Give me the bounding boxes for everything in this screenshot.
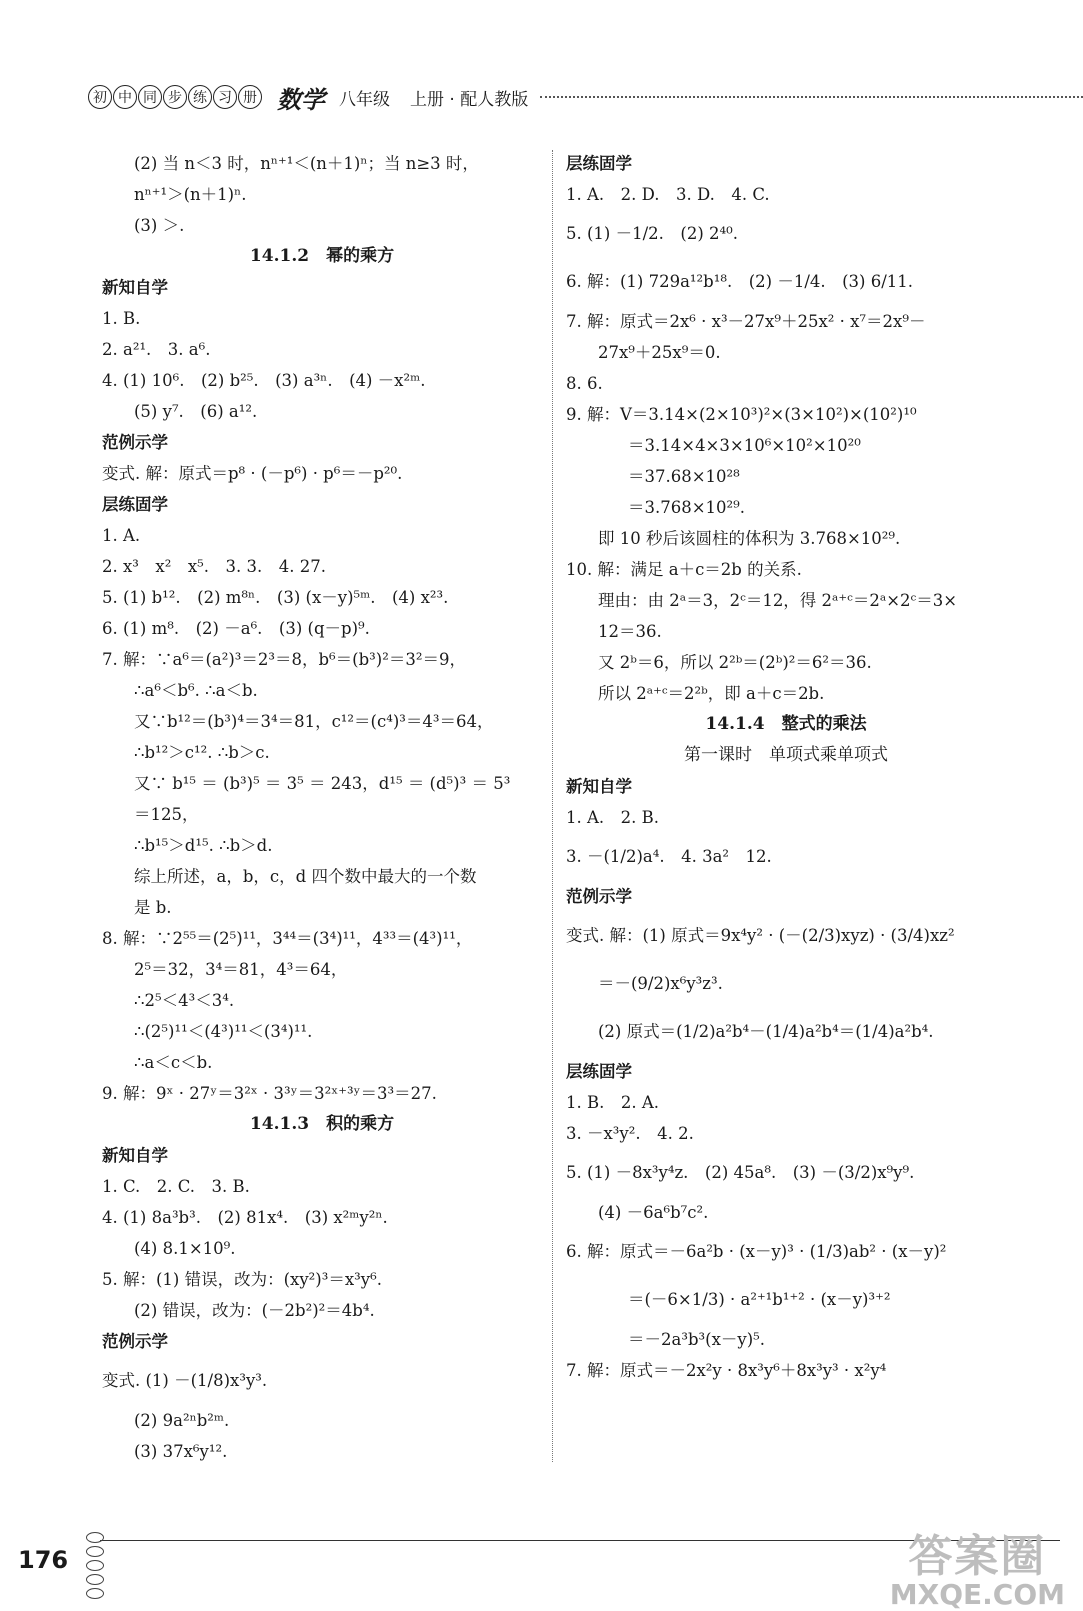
watermark-url: MXQE.COM — [889, 1578, 1065, 1611]
answer-line: 5. (1) －8x³y⁴z. (2) 45a⁸. (3) －(3/2)x⁹y⁹. — [566, 1163, 915, 1182]
page-header — [88, 82, 1083, 112]
section-title: 第一课时 单项式乘单项式 — [684, 745, 888, 765]
answer-line: ＝125， — [134, 805, 199, 824]
answer-line: 10. 解：满足 a＋c＝2b 的关系. — [566, 560, 802, 579]
answer-line: 1. B. — [102, 309, 141, 328]
answer-line: nⁿ⁺¹＞(n＋1)ⁿ. — [134, 185, 247, 204]
grade-label: 八年级 — [339, 89, 390, 110]
answer-line: 27x⁹＋25x⁹＝0. — [598, 343, 721, 362]
binding-coil-icon — [86, 1532, 106, 1594]
answer-line: 又∵b¹²＝(b³)⁴＝3⁴＝81，c¹²＝(c⁴)³＝4³＝64， — [134, 712, 494, 731]
section-title: 14.1.4 整式的乘法 — [705, 714, 867, 734]
answer-line: 范例示学 — [102, 433, 168, 452]
answer-line: 2. a²¹. 3. a⁶. — [102, 340, 211, 359]
answer-line: 5. (1) b¹². (2) m⁸ⁿ. (3) (x－y)⁵ᵐ. (4) x²³. — [102, 588, 449, 607]
answer-line: (2) 错误，改为：(－2b²)²＝4b⁴. — [134, 1301, 375, 1320]
answer-line: 1. A. — [102, 526, 141, 545]
left-column — [102, 148, 542, 1467]
series-title — [88, 85, 263, 109]
answer-line: 又∵ b¹⁵ ＝ (b³)⁵ ＝ 3⁵ ＝ 243，d¹⁵ ＝ (d⁵)³ ＝ 5³ — [134, 774, 511, 793]
answer-line: ＝37.68×10²⁸ — [628, 467, 740, 486]
series-char: 练 — [188, 85, 212, 109]
page-number: 176 — [18, 1546, 69, 1574]
answer-line: ∴(2⁵)¹¹＜(4³)¹¹＜(3⁴)¹¹. — [134, 1022, 313, 1041]
answer-line: 综上所述，a，b，c，d 四个数中最大的一个数 — [134, 867, 477, 886]
answer-line: 6. (1) m⁸. (2) －a⁶. (3) (q－p)⁹. — [102, 619, 370, 638]
answer-line: 变式. 解：(1) 原式＝9x⁴y² · (－(2/3)xyz) · (3/4)xz² — [566, 926, 955, 945]
answer-line: ∴a⁶＜b⁶. ∴a＜b. — [134, 681, 258, 700]
answer-line: 9. 解：9ˣ · 27ʸ＝3²ˣ · 3³ʸ＝3²ˣ⁺³ʸ＝3³＝27. — [102, 1084, 437, 1103]
answer-line: 所以 2ᵃ⁺ᶜ＝2²ᵇ，即 a＋c＝2b. — [598, 684, 825, 703]
answer-line: 层练固学 — [566, 154, 632, 173]
answer-line: ＝－2a³b³(x－y)⁵. — [628, 1330, 765, 1349]
answer-line: 范例示学 — [102, 1332, 168, 1351]
answer-line: ＝3.14×4×3×10⁶×10²×10²⁰ — [628, 436, 861, 455]
answer-line: ∴b¹⁵＞d¹⁵. ∴b＞d. — [134, 836, 273, 855]
series-char: 同 — [138, 85, 162, 109]
answer-line: 8. 6. — [566, 374, 603, 393]
right-column — [566, 148, 1006, 1386]
answer-line: 6. 解：(1) 729a¹²b¹⁸. (2) －1/4. (3) 6/11. — [566, 272, 914, 291]
subject-title: 数学 — [277, 85, 325, 114]
answer-line: 理由：由 2ᵃ＝3，2ᶜ＝12，得 2ᵃ⁺ᶜ＝2ᵃ×2ᶜ＝3× — [598, 591, 958, 610]
answer-line: 6. 解：原式＝－6a²b · (x－y)³ · (1/3)ab² · (x－y)² — [566, 1242, 947, 1261]
answer-line: 8. 解：∵2⁵⁵＝(2⁵)¹¹，3⁴⁴＝(3⁴)¹¹，4³³＝(4³)¹¹， — [102, 929, 473, 948]
answer-line: ＝(－6×1/3) · a²⁺¹b¹⁺² · (x－y)³⁺² — [628, 1290, 891, 1309]
answer-line: 2⁵＝32，3⁴＝81，4³＝64， — [134, 960, 348, 979]
answer-line: 7. 解：∵a⁶＝(a²)³＝2³＝8，b⁶＝(b³)²＝3²＝9， — [102, 650, 466, 669]
answer-line: 4. (1) 8a³b³. (2) 81x⁴. (3) x²ᵐy²ⁿ. — [102, 1208, 388, 1227]
answer-line: ∴a＜c＜b. — [134, 1053, 213, 1072]
answer-line: 12＝36. — [598, 622, 662, 641]
answer-line: (2) 当 n＜3 时，nⁿ⁺¹＜(n＋1)ⁿ；当 n≥3 时， — [134, 154, 479, 173]
answer-line: 3. －(1/2)a⁴. 4. 3a² 12. — [566, 847, 772, 866]
answer-line: 5. (1) －1/2. (2) 2⁴⁰. — [566, 224, 738, 243]
answer-line: (4) －6a⁶b⁷c². — [598, 1203, 709, 1222]
column-divider — [552, 150, 553, 1462]
answer-line: 1. B. 2. A. — [566, 1093, 660, 1112]
series-char: 步 — [163, 85, 187, 109]
series-char: 习 — [213, 85, 237, 109]
answer-line: (2) 9a²ⁿb²ᵐ. — [134, 1411, 230, 1430]
series-char: 册 — [238, 85, 262, 109]
answer-line: (5) y⁷. (6) a¹². — [134, 402, 258, 421]
answer-line: (3) ＞. — [134, 216, 185, 235]
answer-line: 2. x³ x² x⁵. 3. 3. 4. 27. — [102, 557, 326, 576]
answer-line: 即 10 秒后该圆柱的体积为 3.768×10²⁹. — [598, 529, 901, 548]
answer-line: ＝－(9/2)x⁶y³z³. — [598, 974, 723, 993]
answer-line: 1. A. 2. B. — [566, 808, 660, 827]
header-dotted-rule — [540, 96, 1083, 98]
answer-line: 3. －x³y². 4. 2. — [566, 1124, 694, 1143]
answer-line: (4) 8.1×10⁹. — [134, 1239, 236, 1258]
answer-line: 是 b. — [134, 898, 172, 917]
section-title: 14.1.3 积的乘方 — [249, 1114, 395, 1134]
answer-line: 又 2ᵇ＝6，所以 2²ᵇ＝(2ᵇ)²＝6²＝36. — [598, 653, 872, 672]
series-char: 初 — [88, 85, 112, 109]
answer-line: (3) 37x⁶y¹². — [134, 1442, 228, 1461]
series-char: 中 — [113, 85, 137, 109]
answer-line: 变式. 解：原式＝p⁸ · (－p⁶) · p⁶＝－p²⁰. — [102, 464, 403, 483]
section-title: 14.1.2 幂的乘方 — [249, 246, 395, 266]
answer-line: 层练固学 — [102, 495, 168, 514]
answer-line: 范例示学 — [566, 887, 632, 906]
edition-label: 上册 · 配人教版 — [410, 89, 529, 110]
answer-line: 4. (1) 10⁶. (2) b²⁵. (3) a³ⁿ. (4) －x²ᵐ. — [102, 371, 426, 390]
answer-line: 新知自学 — [566, 777, 632, 796]
answer-line: 新知自学 — [102, 1146, 168, 1165]
answer-line: ∴2⁵＜4³＜3⁴. — [134, 991, 235, 1010]
answer-line: ∴b¹²＞c¹². ∴b＞c. — [134, 743, 270, 762]
answer-line: 5. 解：(1) 错误，改为：(xy²)³＝x³y⁶. — [102, 1270, 382, 1289]
answer-line: 7. 解：原式＝－2x²y · 8x³y⁶＋8x³y³ · x²y⁴ — [566, 1361, 887, 1380]
answer-line: 变式. (1) －(1/8)x³y³. — [102, 1371, 268, 1390]
watermark — [890, 1520, 1065, 1611]
answer-line: ＝3.768×10²⁹. — [628, 498, 746, 517]
answer-line: 1. A. 2. D. 3. D. 4. C. — [566, 185, 770, 204]
answer-line: 新知自学 — [102, 278, 168, 297]
answer-line: 7. 解：原式＝2x⁶ · x³－27x⁹＋25x² · x⁷＝2x⁹－ — [566, 312, 926, 331]
answer-line: 9. 解：V＝3.14×(2×10³)²×(3×10²)×(10²)¹⁰ — [566, 405, 917, 424]
answer-line: 层练固学 — [566, 1062, 632, 1081]
answer-line: (2) 原式＝(1/2)a²b⁴－(1/4)a²b⁴＝(1/4)a²b⁴. — [598, 1022, 934, 1041]
watermark-text: 答案圈 — [908, 1531, 1047, 1582]
answer-line: 1. C. 2. C. 3. B. — [102, 1177, 250, 1196]
